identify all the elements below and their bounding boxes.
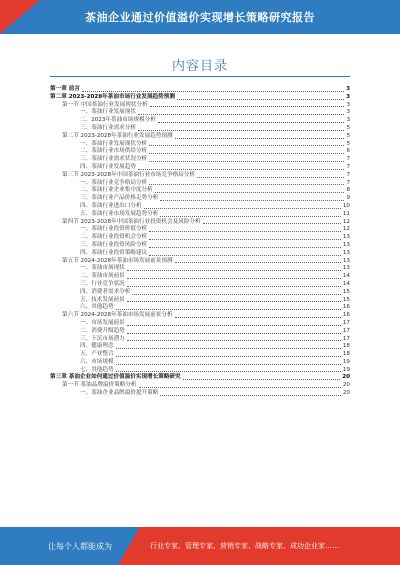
toc-leader-dots — [116, 308, 341, 310]
toc-entry-page: 17 — [342, 335, 350, 342]
toc-leader-dots — [149, 246, 341, 248]
toc-leader-dots — [183, 378, 341, 380]
toc-leader-dots — [197, 176, 344, 178]
toc-entry[interactable] — [50, 328, 350, 336]
toc-entry-label: 第五节 2024-2028年茶油市场发展前景预测 — [62, 257, 173, 264]
toc-entry[interactable] — [50, 125, 350, 133]
toc-entry[interactable] — [50, 164, 350, 172]
toc-entry-label: 一、茶油行业投资价值分析 — [80, 226, 148, 233]
toc-entry[interactable] — [50, 226, 350, 234]
toc-entry[interactable] — [50, 86, 350, 94]
toc-entry[interactable] — [50, 203, 350, 211]
toc-entry-label: 第二章 2023-2028年茶油市场行业发展趋势预测 — [50, 93, 175, 100]
toc-entry-label: 第三章 茶油企业如何通过价值溢价实现增长策略研究 — [50, 374, 181, 381]
toc-entry[interactable] — [50, 382, 350, 390]
toc-leader-dots — [175, 316, 341, 318]
toc-entry-page: 5 — [346, 132, 350, 139]
toc-entry-label: 三、茶油行业投资风险分析 — [80, 241, 148, 248]
toc-entry[interactable] — [50, 250, 350, 258]
toc-entry-label: 二、茶油市场前景 — [80, 273, 125, 280]
toc-entry-page: 5 — [346, 140, 350, 147]
toc-entry-page: 5 — [346, 124, 350, 131]
toc-entry[interactable] — [50, 273, 350, 281]
toc-entry[interactable] — [50, 117, 350, 125]
toc-leader-dots — [127, 324, 341, 326]
toc-entry-page: 20 — [342, 390, 350, 397]
toc-entry[interactable] — [50, 343, 350, 351]
toc-entry-page: 14 — [342, 280, 350, 287]
toc-entry-label: 四、茶油行业投资策略建议 — [80, 249, 148, 256]
toc-leader-dots — [203, 222, 341, 224]
toc-entry-label: 四、茶油行业进出口分析 — [80, 202, 142, 209]
toc-entry-label: 五、技术发展前景 — [80, 296, 125, 303]
toc-entry-page: 7 — [346, 179, 350, 186]
toc-leader-dots — [139, 386, 341, 388]
toc-leader-dots — [127, 300, 341, 302]
toc-leader-dots — [127, 285, 341, 287]
toc-entry-page: 19 — [342, 358, 350, 365]
toc-entry-label: 一、茶油市场现状 — [80, 265, 125, 272]
toc-entry-label: 三、下沉市场潜力 — [80, 335, 125, 342]
table-of-contents — [50, 86, 350, 398]
toc-entry-page: 6 — [346, 148, 350, 155]
report-title: 茶油企业通过价值溢价实现增长策略研究报告 — [85, 11, 315, 24]
toc-leader-dots — [138, 129, 344, 131]
toc-entry-label: 第一章 前言 — [50, 86, 80, 92]
toc-entry[interactable] — [50, 320, 350, 328]
toc-leader-dots — [175, 137, 345, 139]
toc-entry-page: 13 — [342, 241, 350, 248]
footer-banner — [0, 527, 400, 565]
toc-entry-page: 16 — [342, 312, 350, 319]
toc-leader-dots — [138, 168, 344, 170]
toc-entry-label: 三、行业竞争状况 — [80, 280, 125, 287]
toc-divider — [50, 76, 350, 77]
toc-entry-page: 13 — [342, 265, 350, 272]
toc-leader-dots — [127, 339, 341, 341]
toc-entry-page: 3 — [346, 86, 350, 92]
toc-entry[interactable] — [50, 289, 350, 297]
toc-entry-page: 7 — [346, 171, 350, 178]
toc-entry-page: 14 — [342, 273, 350, 280]
toc-entry-page: 3 — [346, 109, 350, 116]
toc-entry-page: 12 — [342, 226, 350, 233]
toc-entry-label: 三、茶油行业需求状况分析 — [80, 156, 148, 163]
toc-leader-dots — [160, 199, 344, 201]
toc-entry-label: 一、茶油企业品牌溢价提升策略 — [80, 390, 159, 397]
toc-leader-dots — [160, 215, 341, 217]
footer-roles: 行业专家、管理专家、营销专家、战略专家、成功企业家…… — [150, 542, 339, 550]
toc-entry[interactable] — [50, 242, 350, 250]
toc-entry-label: 六、市场规模 — [80, 358, 114, 365]
toc-entry-label: 五、产业整合 — [80, 351, 114, 358]
toc-entry-page: 16 — [342, 304, 350, 311]
toc-entry-page: 9 — [346, 195, 350, 202]
toc-entry[interactable] — [50, 359, 350, 367]
toc-entry-page: 17 — [342, 319, 350, 326]
toc-leader-dots — [127, 269, 341, 271]
toc-entry-page: 18 — [342, 343, 350, 350]
toc-leader-dots — [127, 277, 341, 279]
toc-leader-dots — [116, 363, 341, 365]
toc-entry-label: 三、茶油行业产品价格走势分析 — [80, 195, 159, 202]
toc-leader-dots — [149, 254, 341, 256]
toc-entry-page: 17 — [342, 327, 350, 334]
toc-entry-label: 七、其他趋势 — [80, 366, 114, 373]
toc-entry[interactable] — [50, 390, 350, 398]
toc-entry-label: 第二节 2023-2028年茶油行业发展趋势预测 — [62, 132, 173, 139]
toc-leader-dots — [149, 230, 341, 232]
toc-entry[interactable] — [50, 195, 350, 203]
toc-entry[interactable] — [50, 211, 350, 219]
toc-entry-label: 第三节 2023-2028年中国茶油行业市场竞争格局分析 — [62, 171, 195, 178]
toc-entry-label: 五、茶油行业市场发展趋势分析 — [80, 210, 159, 217]
toc-entry-page: 11 — [342, 210, 350, 217]
toc-leader-dots — [116, 370, 341, 372]
toc-entry-page: 3 — [346, 101, 350, 108]
toc-entry-page: 18 — [342, 351, 350, 358]
toc-entry-label: 二、茶油行业企业集中度分析 — [80, 187, 153, 194]
toc-leader-dots — [149, 160, 344, 162]
toc-entry-page: 20 — [342, 382, 350, 389]
toc-entry-page: 8 — [346, 187, 350, 194]
toc-entry-label: 四、茶油行业发展趋势 — [80, 163, 136, 170]
toc-entry-label: 第一节 茶油品牌溢价策略分析 — [62, 382, 137, 389]
toc-entry[interactable] — [50, 234, 350, 242]
toc-entry-page: 3 — [346, 93, 350, 100]
toc-entry-label: 四、健康理念 — [80, 343, 114, 350]
toc-entry[interactable] — [50, 187, 350, 195]
toc-entry-label: 第一节 中国茶油行业发展现状分析 — [62, 101, 148, 108]
toc-entry-page: 10 — [342, 202, 350, 209]
toc-leader-dots — [160, 394, 341, 396]
toc-entry-label: 四、消费者需求分析 — [80, 288, 131, 295]
toc-entry-label: 第六节 2024-2028年茶油市场发展前景分析 — [62, 312, 173, 319]
toc-entry-page: 3 — [346, 117, 350, 124]
toc-leader-dots — [149, 183, 344, 185]
toc-entry-label: 一、茶油行业发展现状分析 — [80, 140, 148, 147]
toc-entry-label: 一、市场发展前景 — [80, 319, 125, 326]
toc-leader-dots — [116, 347, 341, 349]
footer-accent — [118, 527, 140, 565]
toc-leader-dots — [82, 90, 344, 92]
toc-leader-dots — [150, 105, 345, 107]
toc-entry[interactable] — [50, 265, 350, 273]
toc-entry-label: 二、茶油行业市场供给分析 — [80, 148, 148, 155]
toc-entry[interactable] — [50, 281, 350, 289]
toc-leader-dots — [158, 121, 345, 123]
toc-entry[interactable] — [50, 148, 350, 156]
toc-entry[interactable] — [50, 156, 350, 164]
toc-leader-dots — [116, 355, 341, 357]
toc-entry-page: 19 — [342, 366, 350, 373]
toc-leader-dots — [155, 191, 345, 193]
toc-leader-dots — [138, 113, 344, 115]
toc-entry-page: 7 — [346, 156, 350, 163]
toc-entry-label: 一、茶油行业发展现状 — [80, 109, 136, 116]
toc-entry-label: 二、消费升级趋势 — [80, 327, 125, 334]
toc-entry-page: 13 — [342, 234, 350, 241]
header-banner — [0, 0, 400, 34]
toc-entry-label: 三、茶油行业需求分析 — [80, 124, 136, 131]
toc-entry-page: 15 — [342, 288, 350, 295]
toc-entry[interactable] — [50, 94, 350, 102]
toc-entry[interactable] — [50, 351, 350, 359]
toc-leader-dots — [175, 261, 341, 263]
toc-entry-label: 二、2023年茶油市场规模分析 — [80, 117, 156, 124]
toc-leader-dots — [149, 144, 344, 146]
toc-leader-dots — [149, 238, 341, 240]
toc-entry-label: 第四节 2023-2028年中国茶油行业投资机会及风险分析 — [62, 218, 201, 225]
toc-entry-label: 六、其他趋势 — [80, 304, 114, 311]
toc-entry-page: 7 — [346, 163, 350, 170]
toc-entry[interactable] — [50, 312, 350, 320]
toc-entry-page: 15 — [342, 296, 350, 303]
footer-slogan: 让每个人都能成为 — [48, 542, 112, 551]
toc-entry-label: 一、茶油行业竞争格局分析 — [80, 179, 148, 186]
toc-entry[interactable] — [50, 133, 350, 141]
toc-entry-page: 13 — [342, 249, 350, 256]
toc-entry[interactable] — [50, 304, 350, 312]
toc-entry[interactable] — [50, 172, 350, 180]
toc-entry-page: 12 — [342, 218, 350, 225]
toc-heading: 内容目录 — [171, 59, 228, 74]
toc-entry-page: 13 — [342, 257, 350, 264]
toc-entry-label: 二、茶油行业投资机会分析 — [80, 234, 148, 241]
toc-entry-page: 20 — [342, 374, 350, 381]
toc-leader-dots — [177, 98, 344, 100]
toc-leader-dots — [149, 152, 344, 154]
toc-leader-dots — [144, 207, 341, 209]
toc-leader-dots — [127, 332, 341, 334]
toc-leader-dots — [132, 293, 341, 295]
